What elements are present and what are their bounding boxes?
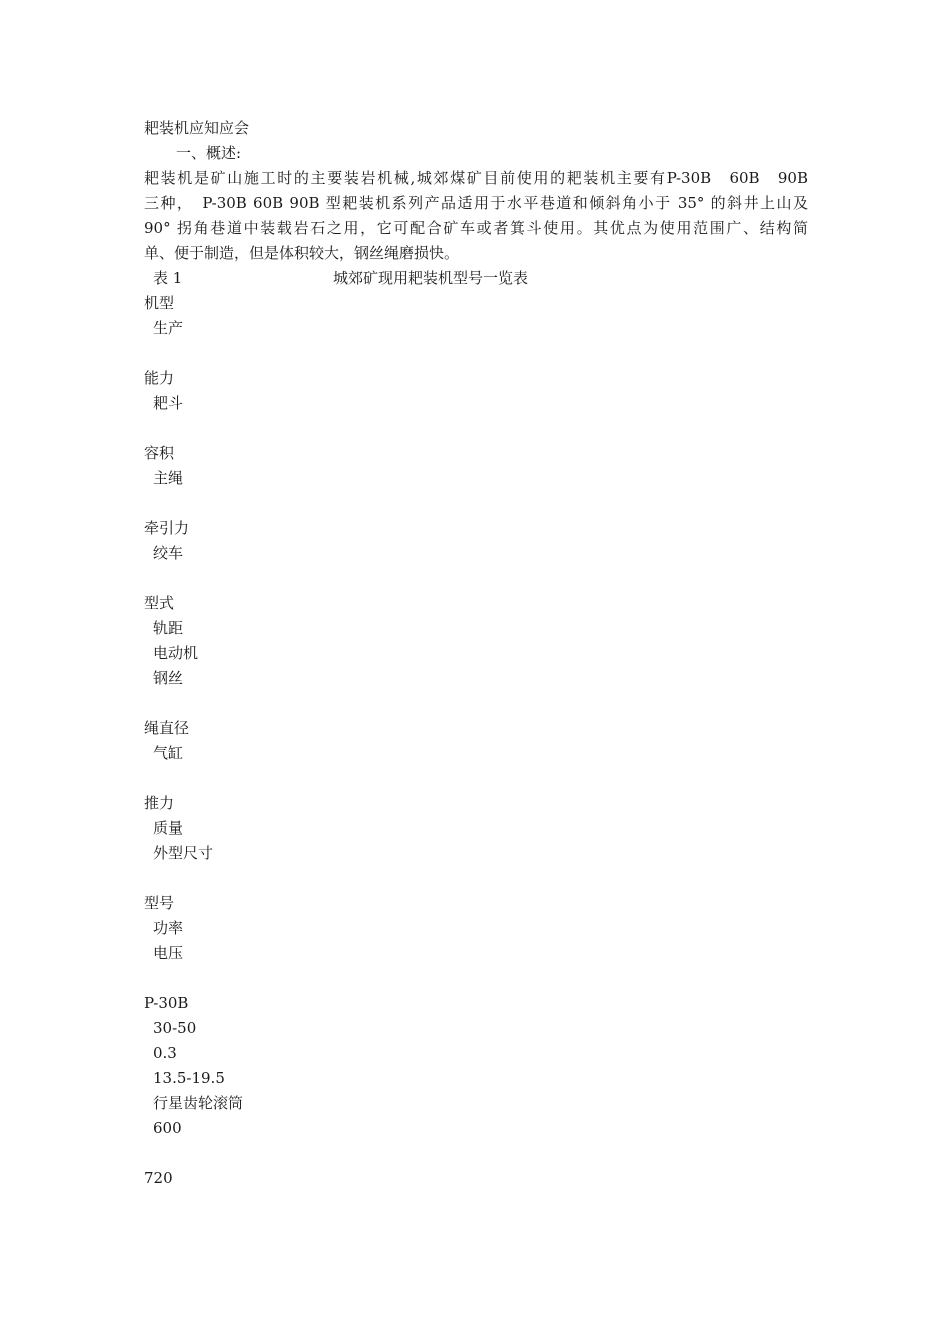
table-cell: 钢丝 <box>153 669 184 687</box>
table-group-head: 容积 <box>144 444 175 462</box>
intro-line-2: 三种， P-30B 60B 90B 型耙装机系列产品适用于水平巷道和倾斜角小于 35° 的斜井上山及 <box>144 194 808 212</box>
table-cell: 质量 <box>153 819 184 837</box>
table-cell: 电动机 <box>153 644 199 662</box>
table-group-head: P-30B <box>144 994 189 1012</box>
document-title: 耙装机应知应会 <box>144 119 250 137</box>
table-cell: 0.3 <box>153 1044 177 1062</box>
table-cell: 主绳 <box>153 469 184 487</box>
intro-line-1: 耙装机是矿山施工时的主要装岩机械,城郊煤矿目前使用的耙装机主要有P-30B 60B 90B <box>144 169 808 187</box>
table-caption-label: 表 1 <box>153 269 183 287</box>
table-cell: 600 <box>153 1119 182 1137</box>
blank-line <box>144 766 808 791</box>
table-cell: 电压 <box>153 944 184 962</box>
table-content <box>144 291 808 1191</box>
section-heading: 一、概述: <box>176 144 242 162</box>
table-cell: 功率 <box>153 919 184 937</box>
blank-line <box>144 416 808 441</box>
table-cell: 耙斗 <box>153 394 184 412</box>
table-cell: 轨距 <box>153 619 184 637</box>
intro-line-3: 90° 拐角巷道中装载岩石之用，它可配合矿车或者箕斗使用。其优点为使用范围广、结构简 <box>144 219 808 237</box>
blank-line <box>144 491 808 516</box>
blank-line <box>144 1141 808 1166</box>
table-group-head: 型号 <box>144 894 175 912</box>
blank-line <box>144 866 808 891</box>
table-cell: 气缸 <box>153 744 184 762</box>
blank-line <box>144 566 808 591</box>
table-caption-title: 城郊矿现用耙装机型号一览表 <box>333 269 529 287</box>
blank-line <box>144 341 808 366</box>
table-caption <box>144 266 808 291</box>
table-group-head: 牵引力 <box>144 519 190 537</box>
table-cell: 外型尺寸 <box>153 844 214 862</box>
table-group-head: 机型 <box>144 294 175 312</box>
table-group-head: 绳直径 <box>144 719 190 737</box>
intro-line-4: 单、便于制造，但是体积较大，钢丝绳磨损快。 <box>144 244 460 262</box>
table-cell: 绞车 <box>153 544 184 562</box>
table-group-head: 720 <box>144 1169 173 1187</box>
table-cell: 13.5-19.5 <box>153 1069 225 1087</box>
document-page <box>144 116 808 1191</box>
table-group-head: 能力 <box>144 369 175 387</box>
table-cell: 30-50 <box>153 1019 197 1037</box>
blank-line <box>144 966 808 991</box>
blank-line <box>144 691 808 716</box>
table-group-head: 型式 <box>144 594 175 612</box>
table-cell: 行星齿轮滚筒 <box>153 1094 244 1112</box>
table-cell: 生产 <box>153 319 184 337</box>
table-group-head: 推力 <box>144 794 175 812</box>
